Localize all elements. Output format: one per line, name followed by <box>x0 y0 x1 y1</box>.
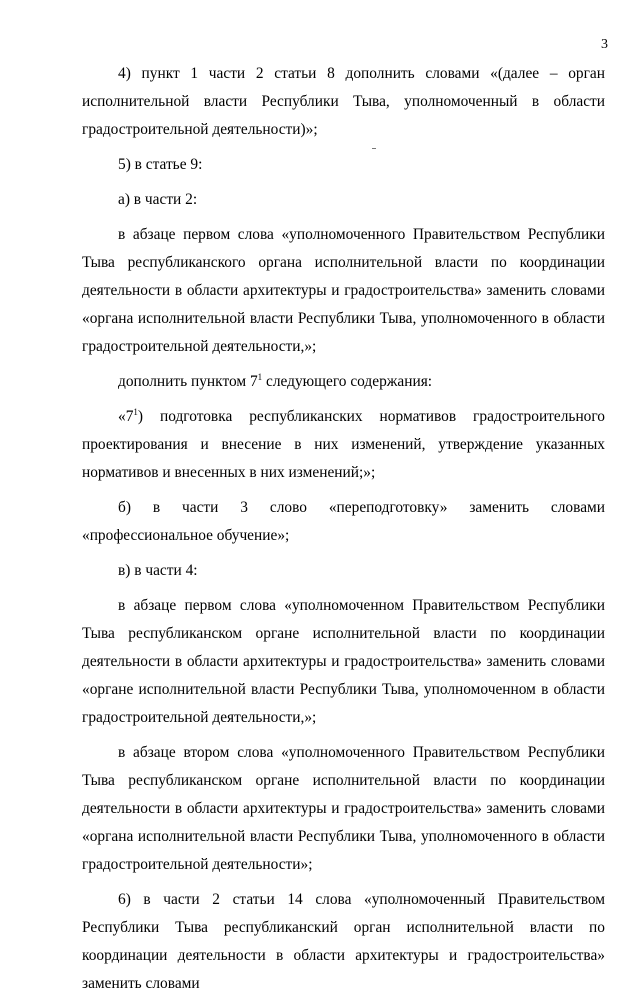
paragraph-part2-first-abzac: в абзаце первом слова «уполномоченного Правительством Республики Тыва республиканского органа исполнительной власти по координации деятельности в области архитектуры и градостроительства» заменить словами «органа исполнительной власти Республики Тыва, уполномоченного в области градостроительной деятельности,»; <box>82 226 605 355</box>
paragraph-add-point-text-after: следующего содержания: <box>262 373 433 390</box>
paragraph-point-7-1-content <box>82 403 605 487</box>
superscript-index: 1 <box>257 371 263 382</box>
page-number: 3 <box>601 37 608 52</box>
paragraph-add-point-7-1 <box>82 368 605 396</box>
paragraph-subitem-a: а) в части 2: <box>118 191 198 208</box>
point-7-1-text-after: ) подготовка республиканских нормативов градостроительного проектирования и внесение в них изменений, утверждение указанных нормативов и внесенных в них изменений;»; <box>82 408 605 481</box>
paragraph-part4-first-abzac: в абзаце первом слова «уполномоченном Правительством Республики Тыва республиканском органе исполнительной власти по координации деятельности в области архитектуры и градостроительства» заменить словами «органе исполнительной власти Республики Тыва, уполномоченном в области градостроительной деятельности,»; <box>82 597 605 726</box>
paragraph-item-6: 6) в части 2 статьи 14 слова «уполномоченный Правительством Республики Тыва республиканский орган исполнительной власти по координации деятельности в области архитектуры и градостроительства» заменить словами <box>82 891 605 992</box>
paragraph-item-5-heading: 5) в статье 9: <box>118 156 203 173</box>
paragraph-subitem-v: в) в части 4: <box>118 562 198 579</box>
paragraph-add-point-text-before: дополнить пунктом 7 <box>118 373 258 390</box>
paragraph-part4-second-abzac: в абзаце втором слова «уполномоченного Правительством Республики Тыва республиканском органе исполнительной власти по координации деятельности в области архитектуры и градостроительства» заменить словами «органа исполнительной власти Республики Тыва, уполномоченного в области градостроительной деятельности»; <box>82 744 605 873</box>
superscript-index: 1 <box>133 406 138 417</box>
point-7-1-text-before: «7 <box>118 408 134 425</box>
document-body <box>82 60 605 1005</box>
paragraph-subitem-b: б) в части 3 слово «переподготовку» заменить словами «профессиональное обучение»; <box>82 499 605 544</box>
paragraph-item-4: 4) пункт 1 части 2 статьи 8 дополнить словами «(далее – орган исполнительной власти Республики Тыва, уполномоченный в области градостроительной деятельности)»; <box>82 65 605 138</box>
